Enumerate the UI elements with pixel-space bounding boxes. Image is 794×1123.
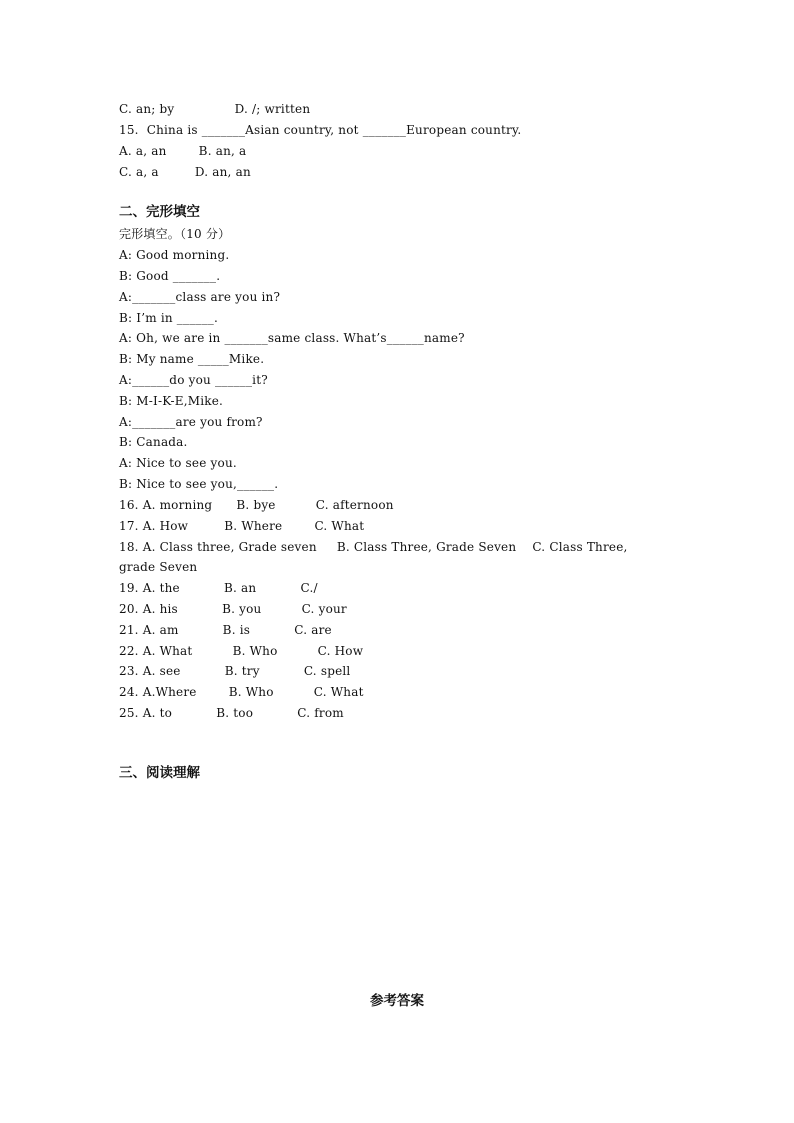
question-21: 21. A. am B. is C. are [119,623,332,637]
dialogue-line: A: Oh, we are in _______same class. What’s______name? [119,331,465,345]
dialogue-line: A:______do you ______it? [119,373,268,387]
dialogue-line: A: Nice to see you. [119,456,237,470]
dialogue-line: A: Good morning. [119,248,230,262]
section-2-heading: 二、完形填空 [119,204,200,220]
question-15-stem: 15. China is _______Asian country, not _______European country. [119,123,522,137]
question-17: 17. A. How B. Where C. What [119,519,365,533]
question-24: 24. A.Where B. Who C. What [119,685,364,699]
question-15-options-cd: C. a, a D. an, an [119,165,251,179]
dialogue-line: B: Nice to see you,______. [119,477,279,491]
question-22: 22. A. What B. Who C. How [119,644,364,658]
section-2-intro: 完形填空。（10 分） [119,227,231,241]
question-19: 19. A. the B. an C./ [119,581,318,595]
question-20: 20. A. his B. you C. your [119,602,347,616]
question-18: 18. A. Class three, Grade seven B. Class Three, Grade Seven C. Class Three, [119,540,628,554]
question-15-options-ab: A. a, an B. an, a [119,144,247,158]
question-18-continued: grade Seven [119,560,198,574]
dialogue-line: B: My name _____Mike. [119,352,265,366]
question-23: 23. A. see B. try C. spell [119,664,351,678]
dialogue-line: B: M-I-K-E,Mike. [119,394,224,408]
dialogue-line: B: Canada. [119,435,188,449]
question-25: 25. A. to B. too C. from [119,706,344,720]
question-16: 16. A. morning B. bye C. afternoon [119,498,394,512]
section-3-heading: 三、阅读理解 [119,765,200,781]
dialogue-line: A:_______class are you in? [119,290,281,304]
answer-key-title: 参考答案 [370,993,424,1009]
dialogue-line: B: Good _______. [119,269,221,283]
dialogue-line: A:_______are you from? [119,415,263,429]
question-14-options-cd: C. an; by D. /; written [119,102,311,116]
dialogue-line: B: I’m in ______. [119,311,219,325]
